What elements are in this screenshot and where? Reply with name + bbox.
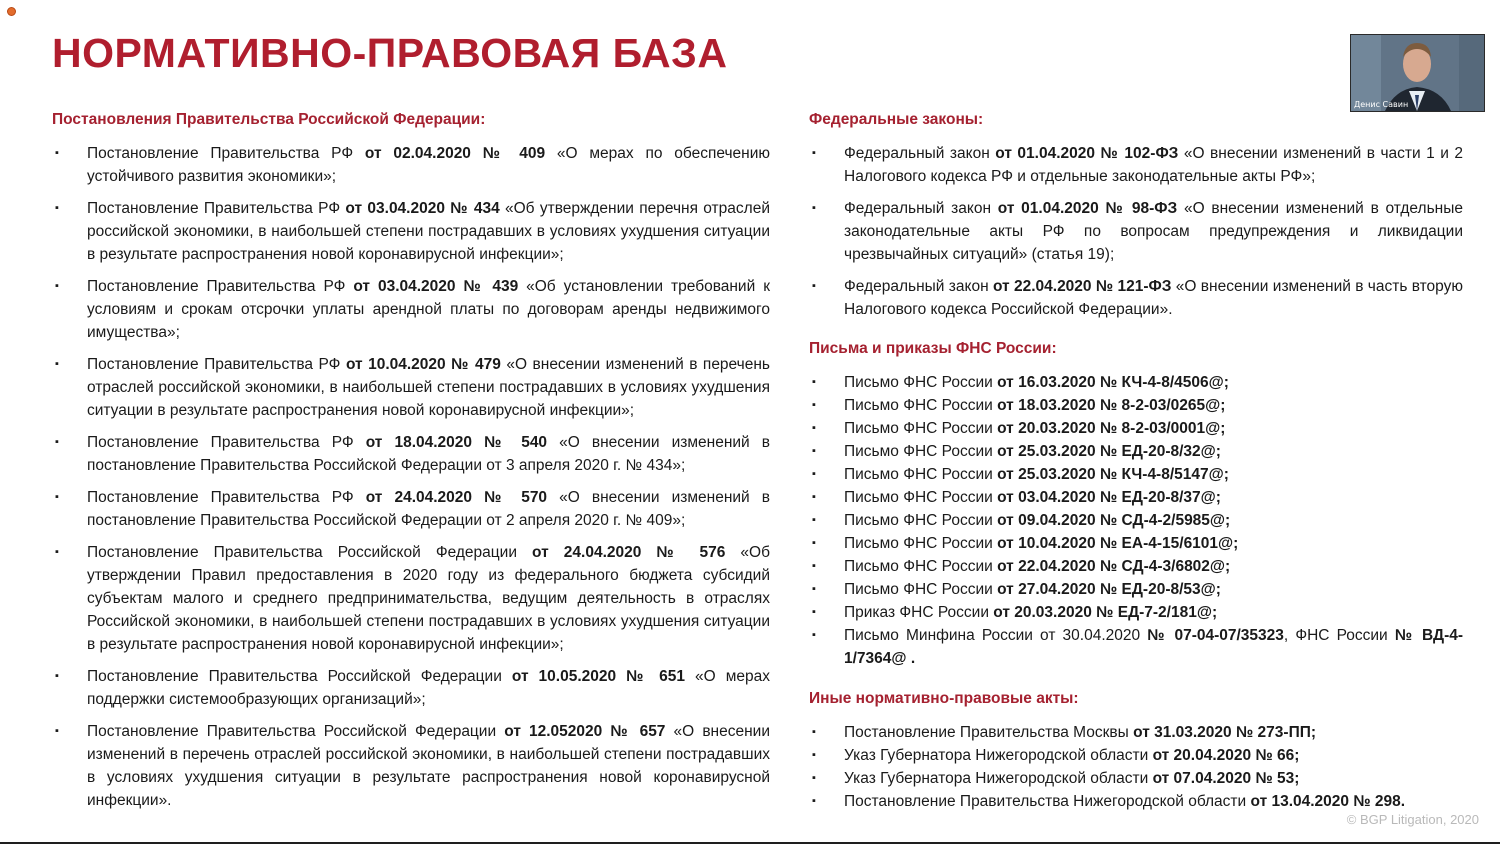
- bullet-icon: ▪: [812, 749, 816, 761]
- other-acts-heading: Иные нормативно-правовые акты:: [809, 690, 1079, 707]
- item-prefix: Письмо ФНС России: [844, 420, 998, 437]
- bullet-icon: ▪: [55, 436, 59, 448]
- item-prefix: Указ Губернатора Нижегородской области: [844, 770, 1153, 787]
- federal-law-item: [809, 142, 1463, 188]
- item-description: «О внесении изменений в постановление Правительства Российской Федерации от 2 апреля 2020 г. № 409»;: [87, 489, 770, 529]
- government-decrees-heading: Постановления Правительства Российской Федерации:: [52, 111, 486, 128]
- item-reference: от 27.04.2020 № ЕД-20-8/53@;: [997, 581, 1221, 598]
- item-reference: от 16.03.2020 № КЧ-4-8/4506@;: [997, 374, 1229, 391]
- bullet-icon: ▪: [55, 280, 59, 292]
- left-column: [52, 110, 770, 821]
- bullet-icon: ▪: [812, 376, 816, 388]
- bullet-icon: ▪: [55, 358, 59, 370]
- item-reference: от 02.04.2020 № 409: [364, 145, 546, 162]
- bullet-icon: ▪: [812, 537, 816, 549]
- item-description: «Об утверждении перечня отраслей российской экономики, в наибольшей степени пострадавших в условиях ухудшения ситуации в результате распространения новой коронавирусной инфекции»;: [87, 200, 770, 263]
- fns-letter-item: [809, 440, 1463, 463]
- government-decree-item: [52, 431, 770, 477]
- government-decree-item: [52, 353, 770, 422]
- other-act-item: [809, 721, 1463, 744]
- bullet-icon: ▪: [812, 422, 816, 434]
- item-reference: от 03.04.2020 № ЕД-20-8/37@;: [997, 489, 1221, 506]
- item-prefix: Постановление Правительства РФ: [87, 278, 354, 295]
- item-prefix: Письмо ФНС России: [844, 581, 998, 598]
- item-prefix: Письмо ФНС России: [844, 558, 998, 575]
- item-prefix: Постановление Правительства Российской Федерации: [87, 544, 533, 561]
- item-reference: от 10.05.2020 № 651: [511, 668, 686, 685]
- item-reference: от 18.04.2020 № 540: [365, 434, 548, 451]
- fns-letters-list: [809, 371, 1463, 670]
- federal-laws-list: [809, 142, 1463, 321]
- government-decree-item: [52, 665, 770, 711]
- item-reference: № 07-04-07/35323: [1147, 627, 1284, 644]
- other-act-item: [809, 744, 1463, 767]
- right-column: [809, 110, 1463, 813]
- item-prefix: Постановление Правительства Российской Федерации: [87, 723, 505, 740]
- item-prefix: Федеральный закон: [844, 278, 993, 295]
- bullet-icon: ▪: [812, 514, 816, 526]
- item-description: «О внесении изменений в перечень отраслей российской экономики, в наибольшей степени пострадавших в условиях ухудшения ситуации в результате распространения новой коронавирусной инфекции».: [87, 723, 770, 809]
- other-act-item: [809, 767, 1463, 790]
- item-description: «Об утверждении Правил предоставления в 2020 году из федерального бюджета субсидий субъектам малого и среднего предпринимательства, ведущим деятельность в отраслях Российской экономики, в наибольшей степени пострадавших в условиях ухудшения ситуации в результате распространения новой коронавирусной инфекции»;: [87, 544, 770, 653]
- item-prefix: Постановление Правительства Нижегородской области: [844, 793, 1251, 810]
- government-decree-item: [52, 275, 770, 344]
- item-prefix: Указ Губернатора Нижегородской области: [844, 747, 1153, 764]
- item-description: «О внесении изменений в части 1 и 2 Налогового кодекса РФ и отдельные законодательные акты РФ»;: [844, 145, 1463, 185]
- government-decree-item: [52, 142, 770, 188]
- participant-name: Денис Савин: [1354, 100, 1409, 109]
- item-description: «О мерах по обеспечению устойчивого развития экономики»;: [87, 145, 770, 185]
- item-reference: от 31.03.2020 № 273-ПП;: [1133, 724, 1317, 741]
- fns-letter-item: [809, 555, 1463, 578]
- item-reference: от 24.04.2020 № 570: [365, 489, 548, 506]
- item-reference: от 20.04.2020 № 66;: [1152, 747, 1300, 764]
- bullet-icon: ▪: [55, 670, 59, 682]
- federal-law-item: [809, 275, 1463, 321]
- item-reference: от 01.04.2020 № 98-ФЗ: [997, 200, 1178, 217]
- item-prefix: Постановление Правительства РФ: [87, 356, 346, 373]
- item-reference: от 03.04.2020 № 434: [345, 200, 500, 217]
- fns-letter-item: [809, 394, 1463, 417]
- item-prefix: Письмо ФНС России: [844, 535, 998, 552]
- bullet-icon: ▪: [812, 583, 816, 595]
- item-prefix: Постановление Правительства РФ: [87, 489, 366, 506]
- bullet-icon: ▪: [812, 468, 816, 480]
- item-prefix: Письмо ФНС России: [844, 512, 998, 529]
- fns-letter-item: [809, 509, 1463, 532]
- fns-letter-item: [809, 371, 1463, 394]
- bullet-icon: ▪: [55, 147, 59, 159]
- item-description: «О внесении изменений в перечень отраслей российской экономики, в наибольшей степени пострадавших в условиях ухудшения ситуации в результате распространения новой коронавирусной инфекции»;: [87, 356, 770, 419]
- other-acts-list: [809, 721, 1463, 813]
- bullet-icon: ▪: [812, 772, 816, 784]
- item-description: «О внесении изменений в постановление Правительства Российской Федерации от 3 апреля 2020 г. № 434»;: [87, 434, 770, 474]
- item-reference: от 13.04.2020 № 298.: [1250, 793, 1406, 810]
- fns-letter-item: [809, 624, 1463, 670]
- item-description: «Об установлении требований к условиям и срокам отсрочки уплаты арендной платы по договорам аренды недвижимого имущества»;: [87, 278, 770, 341]
- bullet-icon: ▪: [812, 147, 816, 159]
- fns-letter-item: [809, 578, 1463, 601]
- item-reference: от 20.03.2020 № 8-2-03/0001@;: [997, 420, 1226, 437]
- item-prefix: Письмо ФНС России: [844, 374, 998, 391]
- item-description: «О внесении изменений в отдельные законодательные акты РФ по вопросам предупреждения и ликвидации чрезвычайных ситуаций» (статья 19);: [844, 200, 1463, 263]
- item-reference: от 24.04.2020 № 576: [532, 544, 726, 561]
- fns-letter-item: [809, 532, 1463, 555]
- federal-laws-heading: Федеральные законы:: [809, 111, 984, 128]
- copyright-footer: © BGP Litigation, 2020: [1346, 812, 1479, 827]
- item-reference: от 20.03.2020 № ЕД-7-2/181@;: [993, 604, 1218, 621]
- government-decree-item: [52, 197, 770, 266]
- bullet-icon: ▪: [812, 560, 816, 572]
- fns-letters-heading: Письма и приказы ФНС России:: [809, 340, 1057, 357]
- record-indicator-icon: [7, 7, 16, 16]
- government-decree-item: [52, 541, 770, 656]
- item-prefix: Постановление Правительства РФ: [87, 145, 365, 162]
- item-reference: от 10.04.2020 № 479: [345, 356, 501, 373]
- item-description: , ФНС России: [1283, 627, 1388, 644]
- item-reference: от 01.04.2020 № 102-ФЗ: [995, 145, 1179, 162]
- bullet-icon: ▪: [812, 726, 816, 738]
- item-reference: от 09.04.2020 № СД-4-2/5985@;: [997, 512, 1231, 529]
- bullet-icon: ▪: [812, 445, 816, 457]
- item-reference: от 25.03.2020 № КЧ-4-8/5147@;: [997, 466, 1229, 483]
- item-reference: от 22.04.2020 № СД-4-3/6802@;: [997, 558, 1231, 575]
- item-reference: от 10.04.2020 № ЕА-4-15/6101@;: [997, 535, 1239, 552]
- government-decrees-list: [52, 142, 770, 812]
- item-reference: от 22.04.2020 № 121-ФЗ: [992, 278, 1172, 295]
- item-reference: от 25.03.2020 № ЕД-20-8/32@;: [997, 443, 1221, 460]
- bullet-icon: ▪: [55, 725, 59, 737]
- other-act-item: [809, 790, 1463, 813]
- bullet-icon: ▪: [812, 629, 816, 641]
- item-reference: от 03.04.2020 № 439: [353, 278, 519, 295]
- item-description: «О мерах поддержки системообразующих организаций»;: [87, 668, 770, 708]
- bullet-icon: ▪: [55, 491, 59, 503]
- item-prefix: Постановление Правительства РФ: [87, 434, 366, 451]
- bullet-icon: ▪: [812, 280, 816, 292]
- item-prefix: Федеральный закон: [844, 145, 996, 162]
- item-reference: от 07.04.2020 № 53;: [1152, 770, 1300, 787]
- item-prefix: Письмо ФНС России: [844, 466, 998, 483]
- item-prefix: Постановление Правительства РФ: [87, 200, 346, 217]
- federal-law-item: [809, 197, 1463, 266]
- item-prefix: Федеральный закон: [844, 200, 998, 217]
- bullet-icon: ▪: [55, 202, 59, 214]
- item-prefix: Письмо ФНС России: [844, 489, 998, 506]
- bullet-icon: ▪: [812, 202, 816, 214]
- item-prefix: Постановление Правительства Российской Федерации: [87, 668, 512, 685]
- fns-letter-item: [809, 463, 1463, 486]
- item-reference: от 12.052020 № 657: [504, 723, 666, 740]
- page-title: НОРМАТИВНО-ПРАВОВАЯ БАЗА: [52, 30, 728, 76]
- government-decree-item: [52, 486, 770, 532]
- item-description: «О внесении изменений в часть вторую Налогового кодекса Российской Федерации».: [844, 278, 1463, 318]
- bullet-icon: ▪: [55, 546, 59, 558]
- item-reference-secondary: № ВД-4-1/7364@ .: [844, 627, 1464, 667]
- bullet-icon: ▪: [812, 491, 816, 503]
- bullet-icon: ▪: [812, 606, 816, 618]
- item-prefix: Письмо ФНС России: [844, 443, 998, 460]
- fns-letter-item: [809, 417, 1463, 440]
- item-prefix: Приказ ФНС России: [844, 604, 994, 621]
- item-prefix: Постановление Правительства Москвы: [844, 724, 1134, 741]
- item-reference: от 18.03.2020 № 8-2-03/0265@;: [997, 397, 1226, 414]
- item-prefix: Письмо ФНС России: [844, 397, 998, 414]
- item-prefix: Письмо Минфина России от 30.04.2020: [844, 627, 1148, 644]
- bullet-icon: ▪: [812, 795, 816, 807]
- fns-letter-item: [809, 486, 1463, 509]
- government-decree-item: [52, 720, 770, 812]
- fns-letter-item: [809, 601, 1463, 624]
- webcam-thumbnail[interactable]: [1350, 34, 1485, 112]
- bullet-icon: ▪: [812, 399, 816, 411]
